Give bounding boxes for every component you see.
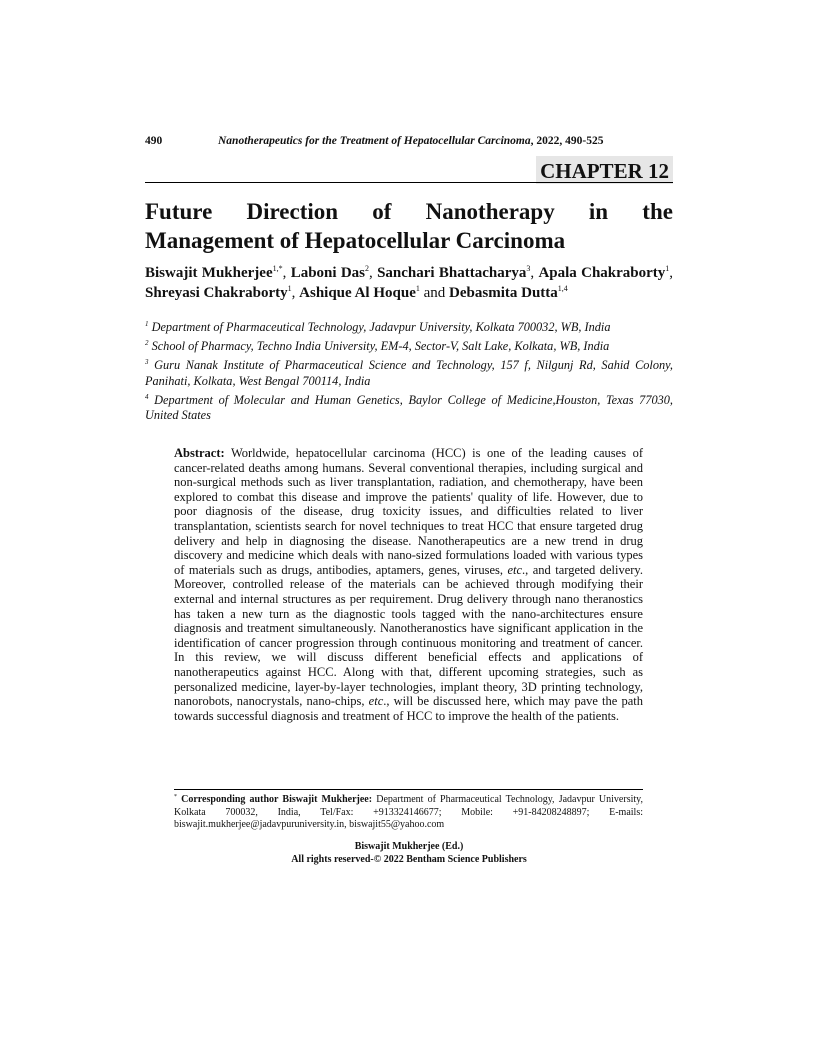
affiliation-mark: 4 <box>145 392 149 401</box>
author-affiliation-mark: 1 <box>415 284 420 293</box>
abstract-text: ., and targeted delivery. Moreover, controlled release of the materials can be achieved through modifying their external and internal structures as per requirement. Drug delivery through nano theranostics has taken a new turn as the diagnostic tools tagged with the nano-architectures ensure diagnosis and treatment simultaneously. Nanotheranostics have significant application in the identification of cancer progression through continuous monitoring and treatment of cancer. In this review, we will discuss different beneficial effects and applications of nanotherapeutics against HCC. Along with that, different upcoming strategies, such as personalized medicine, layer-by-layer technologies, implant theory, 3D printing technology, nanorobots, nanocrystals, nano-chips, <box>174 562 643 709</box>
journal-details: , 2022, 490-525 <box>530 135 604 147</box>
author-affiliation-mark: 1,4 <box>557 284 568 293</box>
abstract-etc: etc <box>368 694 384 709</box>
author-list <box>145 263 673 303</box>
title-word: Nanotherapy <box>425 199 555 224</box>
author-name: Ashique Al Hoque <box>299 285 416 301</box>
footnote-divider <box>174 789 643 790</box>
title-word: the <box>642 199 673 224</box>
chapter-title <box>145 197 673 255</box>
page-footer <box>145 841 673 866</box>
affiliation-mark: 1 <box>145 320 149 328</box>
title-line-1 <box>145 197 673 226</box>
abstract-label: Abstract: <box>174 446 225 460</box>
affiliation-text: School of Pharmacy, Techno India University, EM-4, Sector-V, Salt Lake, Kolkata, WB, India <box>151 339 610 353</box>
abstract-text: ., will be discussed here, which may pave the path towards successful diagnosis and treatment of HCC to improve the health of the patients. <box>174 694 643 723</box>
title-word: of <box>372 199 392 224</box>
author-affiliation-mark: 3 <box>526 264 531 273</box>
title-line-2: Management of Hepatocellular Carcinoma <box>145 228 566 253</box>
abstract <box>174 446 643 723</box>
chapter-label: CHAPTER 12 <box>536 156 673 184</box>
author-affiliation-mark: 1,* <box>272 264 283 273</box>
author-name: Shreyasi Chakraborty <box>145 285 288 301</box>
author-affiliation-mark: 2 <box>365 264 370 273</box>
affiliation <box>145 320 673 336</box>
abstract-etc: etc <box>507 562 523 577</box>
affiliation-text: Guru Nanak Institute of Pharmaceutical Science and Technology, 157 f, Nilgunj Rd, Sahid Colony, Panihati, Kolkata, West Bengal 700114, India <box>145 358 673 388</box>
affiliation-text: Department of Pharmaceutical Technology, Jadavpur University, Kolkata 700032, WB, India <box>151 320 611 334</box>
author-separator: , <box>530 265 539 281</box>
affiliation-mark: 3 <box>145 358 149 366</box>
journal-citation <box>218 135 603 147</box>
author-affiliation-mark: 1 <box>665 264 670 273</box>
author-name: Debasmita Dutta <box>449 285 558 301</box>
footnote-text: Department of Pharmaceutical Technology, Jadavpur University, Kolkata 700032, India, Tel/Fax: +913324146677; Mobile: +91-84208248897; E-mails: biswajit.mukherjee@jadavpuruniversity.in, biswajit55@yahoo.com <box>174 794 643 830</box>
abstract-text: Worldwide, hepatocellular carcinoma (HCC) is one of the leading causes of cancer-related deaths among humans. Several conventional therapies, including surgical and non-surgical methods such as liver transplantation, radiation, and chemotherapy, have been explored to combat this disease and improve the patients' quality of life. However, due to poor diagnosis of the disease, drug toxicity issues, and difficulties related to liver transplantation, scientists search for novel techniques to treat HCC that ensure targeted drug delivery and help in diagnosing the disease. Nanotherapeutics are a new trend in drug discovery and medicine which deals with nano-sized formulations loaded with various types of materials such as drugs, antibodies, aptamers, genes, viruses, <box>174 446 643 577</box>
author-name: Laboni Das <box>290 265 366 281</box>
chapter-divider <box>145 182 673 183</box>
title-word: Direction <box>246 199 339 224</box>
affiliation <box>145 358 673 389</box>
page-number: 490 <box>145 135 163 147</box>
author-name: Biswajit Mukherjee <box>145 265 273 281</box>
footnote-mark: * <box>174 794 177 800</box>
affiliation-mark: 2 <box>145 339 149 347</box>
author-name: Apala Chakraborty <box>538 265 666 281</box>
author-separator: , <box>282 265 291 281</box>
affiliation-list <box>145 320 673 427</box>
author-separator: , <box>669 265 674 281</box>
author-name: Sanchari Bhattacharya <box>377 265 527 281</box>
author-separator: , <box>369 265 378 281</box>
copyright-line: All rights reserved-© 2022 Bentham Science Publishers <box>291 853 527 865</box>
title-word: in <box>588 199 609 224</box>
title-word: Future <box>145 199 213 224</box>
editor-line: Biswajit Mukherjee (Ed.) <box>354 841 464 852</box>
journal-title: Nanotherapeutics for the Treatment of Hepatocellular Carcinoma <box>218 135 531 147</box>
corresponding-author-footnote <box>174 794 643 832</box>
affiliation <box>145 393 673 424</box>
affiliation <box>145 339 673 355</box>
author-separator: , <box>291 285 300 301</box>
affiliation-text: Department of Molecular and Human Genetics, Baylor College of Medicine,Houston, Texas 77030, United States <box>145 392 673 422</box>
author-separator: and <box>419 285 450 301</box>
footnote-label: Corresponding author Biswajit Mukherjee: <box>181 794 373 805</box>
author-affiliation-mark: 1 <box>287 284 292 293</box>
